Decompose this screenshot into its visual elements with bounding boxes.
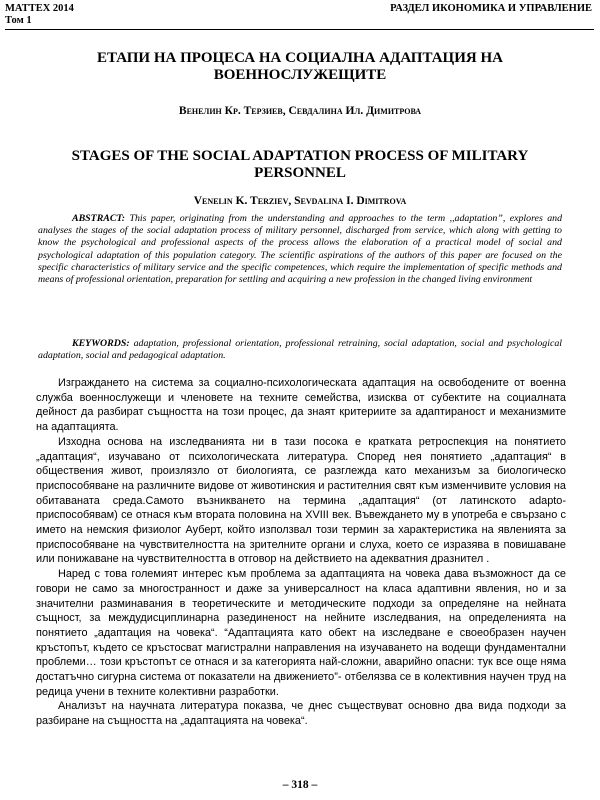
keywords xyxy=(38,338,562,362)
paragraph: Анализът на научната литература показва, че днес съществуват основно два вида подходи за разбиране на същността на „адаптацията на човека“. xyxy=(36,700,566,728)
keywords-label: KEYWORDS: xyxy=(72,338,130,349)
header-divider xyxy=(5,29,594,30)
authors-en: Venelin K. Terziev, Sevdalina I. Dimitrova xyxy=(193,195,407,207)
page-number: – 318 – xyxy=(282,779,318,791)
volume: Том 1 xyxy=(5,15,32,26)
abstract-text: This paper, originating from the understanding and approaches to the term ,,adaptation”, explores and analyses the stages of the social adaptation process of military personnel, discharged from service, which along with getting to know the psychological and professional aspects of the process allows the elaboration of a practical model of social and psychological adaptation of this population category. The scientific aspirations of the authors of this paper are focused on the specific characteristics of military service and the specific competences, which require the implementation of specific methods and means of professional orientation, preparation for settling and acquiring a new profession in the changed living environment xyxy=(38,213,563,286)
paragraph: Изграждането на система за социално-психологическата адаптация на освободените от военна служба военнослужещи и членовете на техните семейства, изисква от субектите на социалната дейност да разбират същността на този процес, да знаят критериите за адаптираност и механизмите на адаптацията. xyxy=(36,377,566,434)
paper-title-bg: ЕТАПИ НА ПРОЦЕСА НА СОЦИАЛНА АДАПТАЦИЯ НА ВОЕННОСЛУЖЕЩИТЕ xyxy=(97,50,503,83)
body-text xyxy=(36,376,566,729)
abstract xyxy=(38,213,562,286)
journal-name: MATTEX 2014 xyxy=(5,3,74,14)
paper-title-en: STAGES OF THE SOCIAL ADAPTATION PROCESS OF MILITARY PERSONNEL xyxy=(71,148,529,181)
authors-bg: Венелин Кр. Терзиев, Севдалина Ил. Димитрова xyxy=(178,105,422,117)
keywords-text: adaptation, professional orientation, professional retraining, social adaptation, social and psychological adaptation, social and pedagogical adaptation. xyxy=(38,338,563,362)
paragraph: Наред с това големият интерес към проблема за адаптацията на човека дава възможност да се говори не само за многостранност и даже за универсалност на класа адаптивни явления, но и за значителни разминавания в теоретическите и методическите подходи за определяне на нейната същност, за междудисциплинарна разединеност на нейните изследвания, на определенията на понятието „адаптация на човека“. “Адаптацията като обект на изследване е своеобразен научен кръстопът, където се кръстосват магистрални направления на изучаването на водещи фундаментални проблеми… този кръстопът се отнася и за категорията най-сложни, аварийно опасни: тук все още няма достатъчно сигурна система от показатели на движението”- отбелязва се в колективния научен труд на редица учени в техните колективни разработки. xyxy=(36,568,566,698)
section-header: РАЗДЕЛ ИКОНОМИКА И УПРАВЛЕНИЕ xyxy=(390,3,592,14)
journal-header xyxy=(5,3,74,27)
paragraph: Изходна основа на изследванията ни в тази посока е кратката ретроспекция на понятието „адаптация“, изучавано от психологическата литература. Според нея понятието „адаптация“ в обществения живот, произлязло от биологията, се разглежда като механизъм за биологическо приспособяване на различните видове от животинския и растителния свят към изменчивите условия на обитаваната среда.Самото възникването на термина „адаптация“ (от латинското adapto- приспособявам) се отнася към втората половина на XVIII век. Въвеждането му в употреба е свързано с името на немския физиолог Ауберт, който използвал този термин за характеристика на явленията за приспособяване на чувствителността на зрителните органи и слуха, което се изразява в повишаване или понижаване на чувствителността в отговор на действието на адекватния дразнител . xyxy=(36,435,566,566)
abstract-label: ABSTRACT: xyxy=(72,213,126,224)
